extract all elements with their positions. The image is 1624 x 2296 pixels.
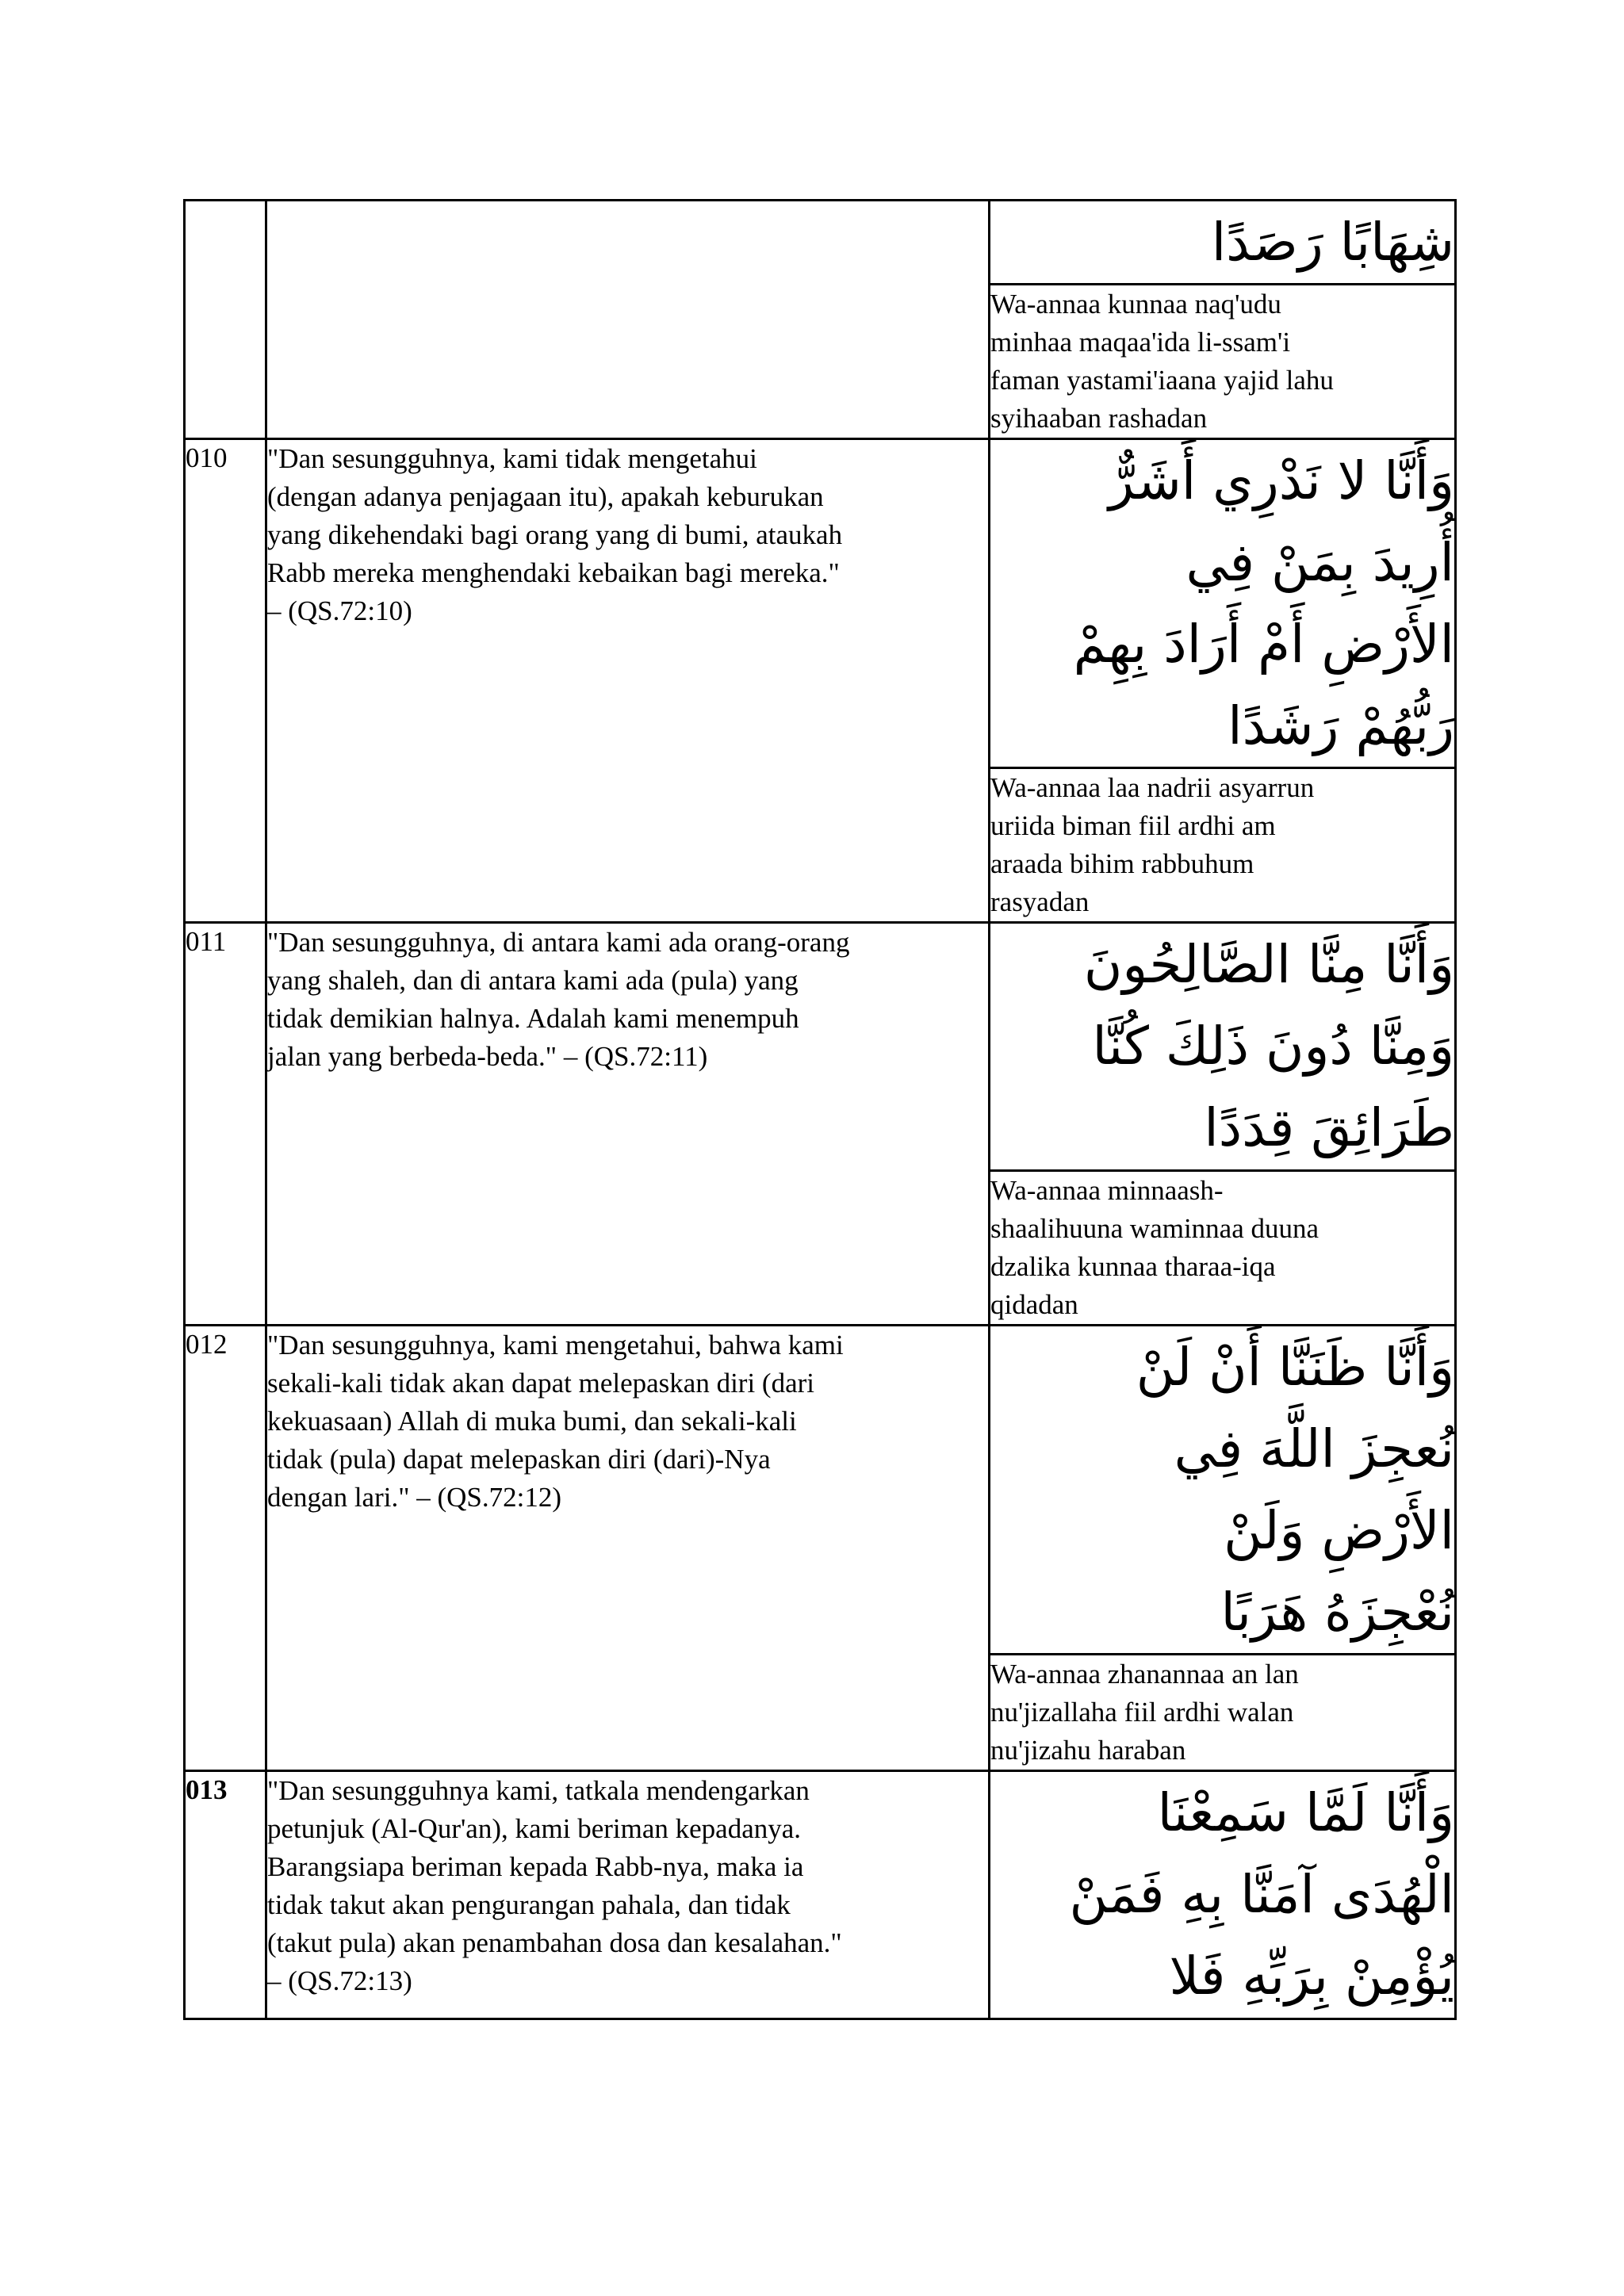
arabic-line: وَأَنَّا ظَنَنَّا أَنْ لَنْ	[1136, 1337, 1454, 1398]
arabic-cell	[990, 201, 1456, 285]
translation-line: jalan yang berbeda-beda." – (QS.72:11)	[267, 1041, 708, 1072]
arabic-line: رَبُّهُمْ رَشَدًا	[1228, 695, 1454, 756]
translation-line: yang dikehendaki bagi orang yang di bumi, ataukah	[267, 519, 843, 550]
verse-number: 012	[185, 1326, 266, 1771]
translation-cell	[266, 201, 990, 439]
arabic-line: وَمِنَّا دُونَ ذَلِكَ كُنَّا	[1092, 1016, 1454, 1077]
translation-line: "Dan sesungguhnya, kami mengetahui, bahwa kami	[267, 1330, 844, 1360]
translation-line: (dengan adanya penjagaan itu), apakah keburukan	[267, 481, 824, 512]
verse-table	[183, 199, 1457, 2020]
verse-number: 010	[185, 439, 266, 923]
translation-line: sekali-kali tidak akan dapat melepaskan diri (dari	[267, 1368, 815, 1399]
translation-cell	[266, 1326, 990, 1771]
arabic-line: وَأَنَّا لَمَّا سَمِعْنَا	[1157, 1782, 1454, 1843]
arabic-line: الأَرْضِ وَلَنْ	[1224, 1500, 1454, 1561]
translation-cell	[266, 1771, 990, 2019]
translation-line: – (QS.72:10)	[267, 595, 412, 626]
transliteration-cell	[990, 1655, 1456, 1771]
translation-line: – (QS.72:13)	[267, 1965, 412, 1996]
arabic-line: يُؤْمِنْ بِرَبِّهِ فَلا	[1169, 1946, 1454, 2007]
transliteration-line: Wa-annaa zhanannaa an lan	[990, 1659, 1299, 1689]
transliteration-line: araada bihim rabbuhum	[990, 848, 1254, 879]
arabic-line: الأَرْضِ أَمْ أَرَادَ بِهِمْ	[1073, 614, 1454, 675]
translation-line: Barangsiapa beriman kepada Rabb-nya, maka ia	[267, 1851, 804, 1882]
arabic-line: نُعجِزَ اللَّهَ فِي	[1174, 1418, 1454, 1479]
verse-row	[185, 439, 1456, 768]
translation-line: petunjuk (Al-Qur'an), kami beriman kepadanya.	[267, 1813, 802, 1844]
arabic-line: وَأَنَّا لا نَدْرِي أَشَرٌّ	[1109, 450, 1454, 511]
arabic-line: نُعْجِزَهُ هَرَبًا	[1220, 1582, 1454, 1643]
translation-line: tidak (pula) dapat melepaskan diri (dari)-Nya	[267, 1444, 771, 1475]
translation-line: yang shaleh, dan di antara kami ada (pula) yang	[267, 965, 799, 996]
transliteration-line: Wa-annaa laa nadrii asyarrun	[990, 772, 1315, 803]
transliteration-cell	[990, 1171, 1456, 1326]
transliteration-line: nu'jizahu haraban	[990, 1735, 1186, 1766]
transliteration-line: nu'jizallaha fiil ardhi walan	[990, 1697, 1294, 1728]
translation-line: "Dan sesungguhnya kami, tatkala mendengarkan	[267, 1775, 810, 1806]
transliteration-line: Wa-annaa minnaash-	[990, 1175, 1224, 1206]
transliteration-line: qidadan	[990, 1289, 1078, 1320]
translation-cell	[266, 439, 990, 923]
translation-cell	[266, 923, 990, 1326]
arabic-cell	[990, 439, 1456, 768]
translation-line: tidak takut akan pengurangan pahala, dan tidak	[267, 1889, 791, 1920]
arabic-cell	[990, 1326, 1456, 1655]
arabic-cell	[990, 1771, 1456, 2019]
verse-row-continuation	[185, 201, 1456, 285]
verse-row	[185, 1326, 1456, 1655]
arabic-line: طَرَائِقَ قِدَدًا	[1204, 1097, 1454, 1158]
transliteration-line: shaalihuuna waminnaa duuna	[990, 1213, 1320, 1244]
translation-line: (takut pula) akan penambahan dosa dan kesalahan."	[267, 1927, 842, 1958]
translation-line: kekuasaan) Allah di muka bumi, dan sekali-kali	[267, 1406, 797, 1437]
arabic-cell	[990, 923, 1456, 1171]
transliteration-line: uriida biman fiil ardhi am	[990, 810, 1276, 841]
translation-line: dengan lari." – (QS.72:12)	[267, 1482, 562, 1513]
verse-row	[185, 923, 1456, 1171]
arabic-line: وَأَنَّا مِنَّا الصَّالِحُونَ	[1083, 934, 1454, 995]
transliteration-line: syihaaban rashadan	[990, 403, 1208, 434]
verse-number: 011	[185, 923, 266, 1326]
verse-number-cell	[185, 201, 266, 439]
arabic-line: الْهُدَى آمَنَّا بِهِ فَمَنْ	[1069, 1864, 1454, 1925]
translation-line: "Dan sesungguhnya, kami tidak mengetahui	[267, 443, 757, 474]
verse-row	[185, 1771, 1456, 2019]
transliteration-line: minhaa maqaa'ida li-ssam'i	[990, 327, 1291, 358]
transliteration-line: faman yastami'iaana yajid lahu	[990, 365, 1334, 396]
transliteration-line: dzalika kunnaa tharaa-iqa	[990, 1251, 1276, 1282]
transliteration-line: Wa-annaa kunnaa naq'udu	[990, 289, 1281, 320]
transliteration-line: rasyadan	[990, 886, 1090, 917]
arabic-line: شِهَابًا رَصَدًا	[1211, 212, 1454, 273]
transliteration-cell	[990, 768, 1456, 923]
arabic-line: أُرِيدَ بِمَنْ فِي	[1185, 532, 1454, 593]
translation-line: Rabb mereka menghendaki kebaikan bagi mereka."	[267, 557, 840, 588]
translation-line: "Dan sesungguhnya, di antara kami ada orang-orang	[267, 927, 850, 958]
verse-number: 013	[185, 1771, 266, 2019]
translation-line: tidak demikian halnya. Adalah kami menempuh	[267, 1003, 799, 1034]
transliteration-cell	[990, 285, 1456, 439]
